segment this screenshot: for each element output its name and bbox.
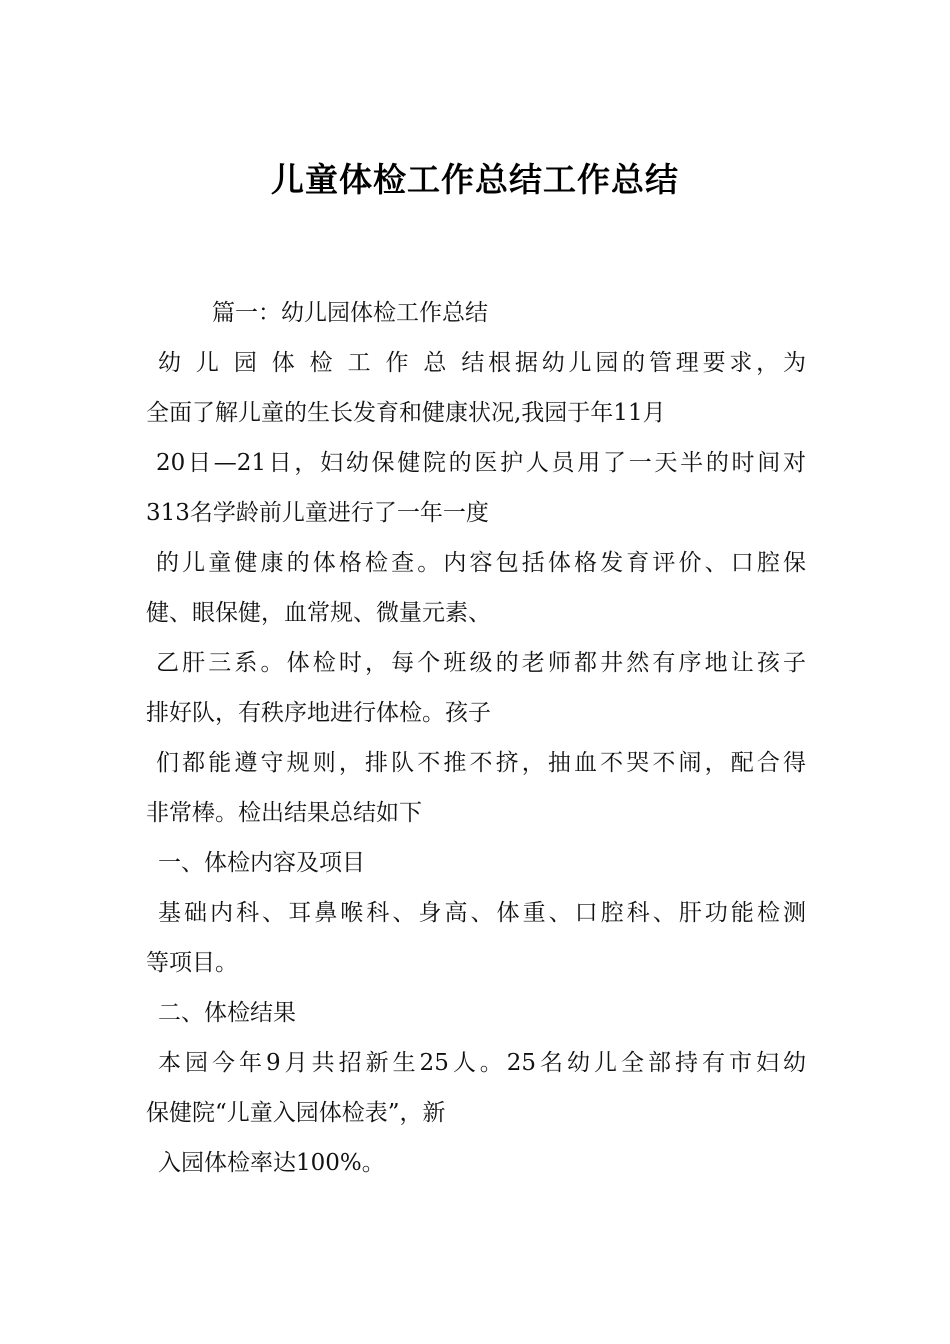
paragraph-line: 20日—21日，妇幼保健院的医护人员用了一天半的时间对 (156, 450, 806, 476)
paragraph-line: 入园体检率达100%。 (158, 1150, 385, 1176)
paragraph-line: 乙肝三系。体检时，每个班级的老师都井然有序地让孩子 (156, 650, 806, 676)
paragraph-line: 非常棒。检出结果总结如下 (146, 800, 422, 826)
section-heading-results: 二、体检结果 (158, 1000, 296, 1026)
paragraph-line: 的儿童健康的体格检查。内容包括体格发育评价、口腔保 (156, 550, 806, 576)
paragraph-line: 幼 儿 园 体 检 工 作 总 结根据幼儿园的管理要求，为 (158, 350, 806, 376)
document-title: 儿童体检工作总结工作总结 (271, 160, 679, 199)
document-body (146, 288, 806, 1188)
paragraph-line: 们都能遵守规则，排队不推不挤，抽血不哭不闹，配合得 (156, 750, 806, 776)
paragraph-line: 等项目。 (146, 950, 238, 976)
paragraph-line: 排好队，有秩序地进行体检。孩子 (146, 700, 491, 726)
section-heading-part-one: 篇一：幼儿园体检工作总结 (212, 300, 488, 326)
paragraph-line: 全面了解儿童的生长发育和健康状况,我园于年11月 (146, 400, 666, 426)
paragraph-line: 保健院“儿童入园体检表”，新 (146, 1100, 446, 1126)
paragraph-line: 基础内科、耳鼻喉科、身高、体重、口腔科、肝功能检测 (158, 900, 806, 926)
paragraph-line: 313名学龄前儿童进行了一年一度 (146, 500, 489, 526)
paragraph-line: 健、眼保健，血常规、微量元素、 (146, 600, 491, 626)
section-heading-items: 一、体检内容及项目 (158, 850, 365, 876)
paragraph-line: 本园今年9月共招新生25人。25名幼儿全部持有市妇幼 (158, 1050, 806, 1076)
